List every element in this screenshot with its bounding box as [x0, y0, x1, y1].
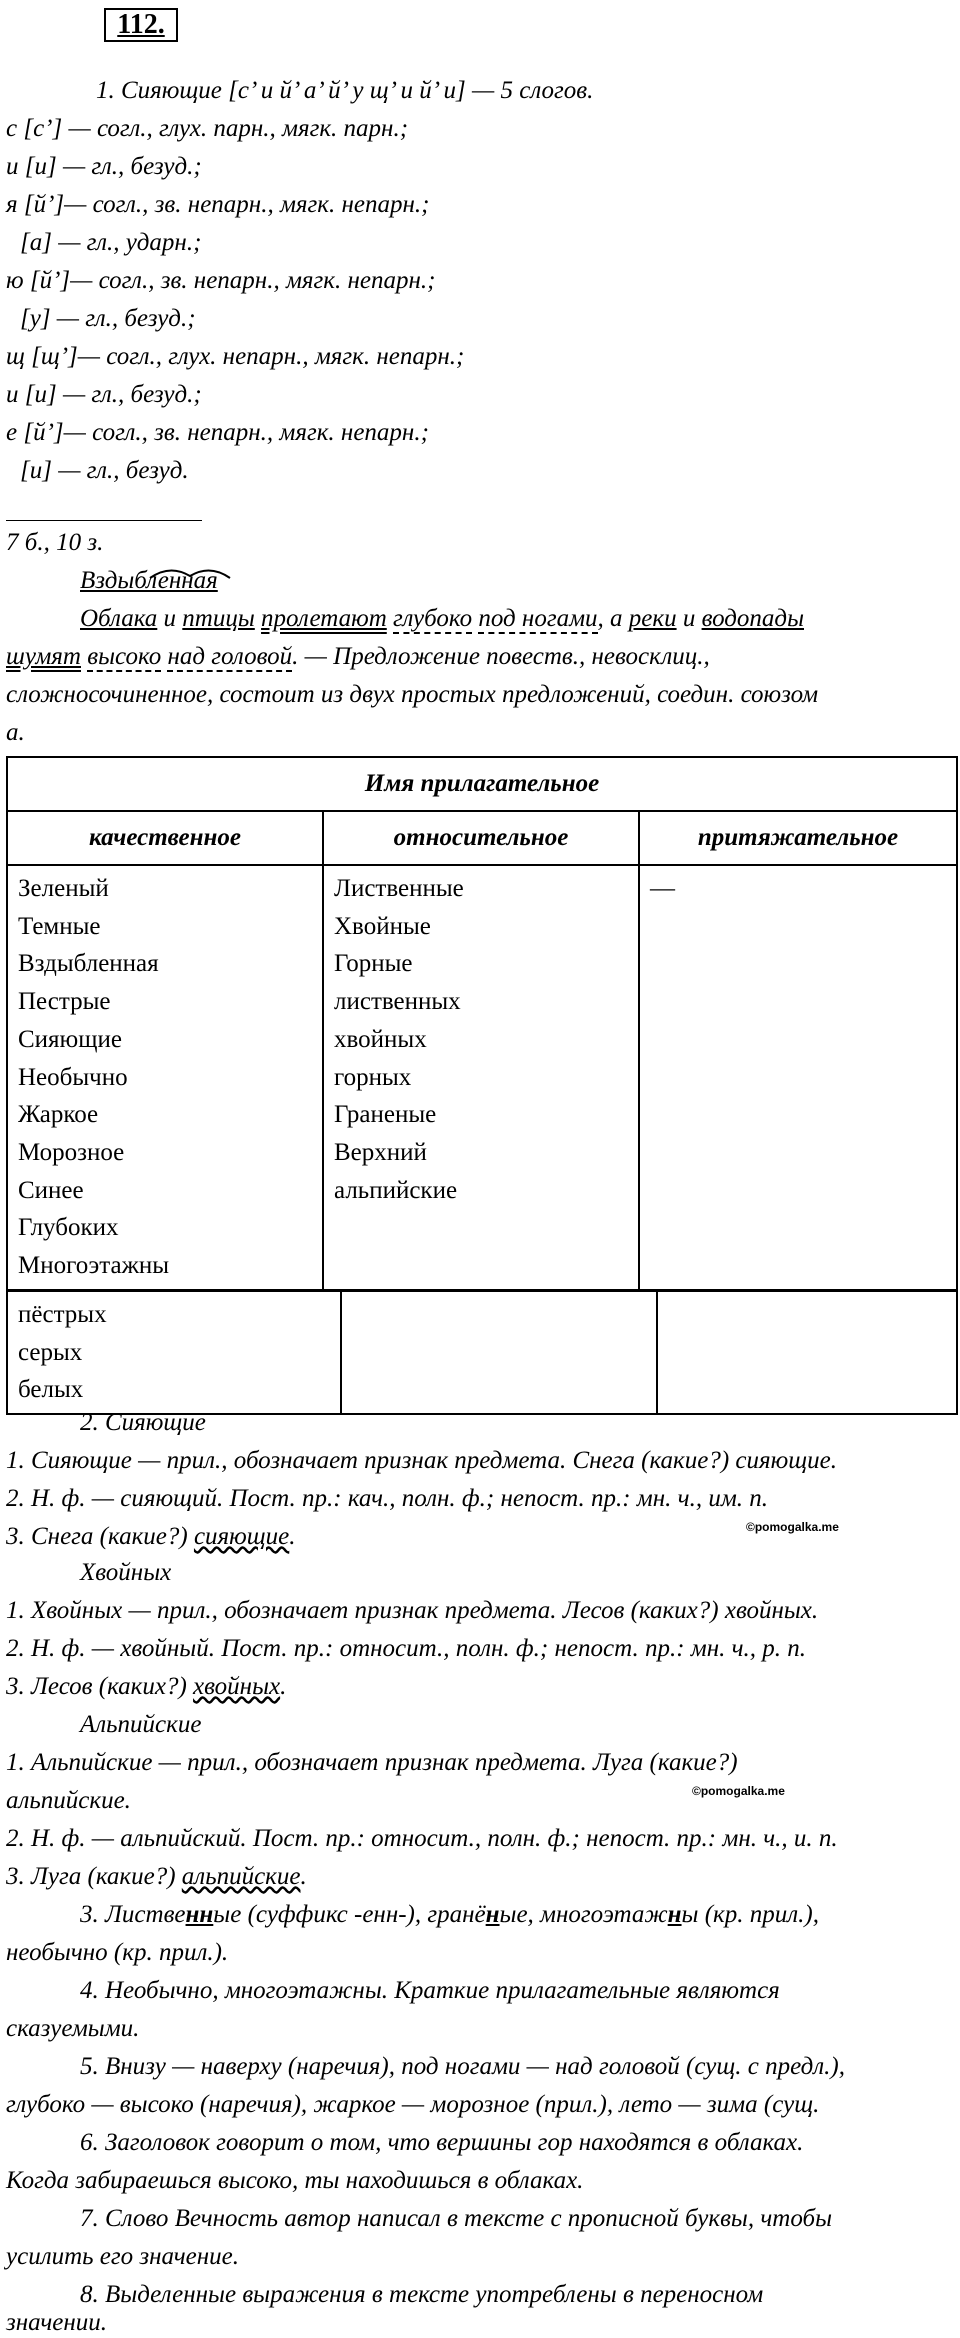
list-item: Граненые [334, 1101, 437, 1129]
sound-line: я [й’]— согл., зв. непарн., мягк. непарн.; [6, 191, 430, 218]
column-header: относительное [323, 811, 639, 865]
empty-cell [657, 1291, 957, 1414]
list-item: Глубоких [18, 1214, 119, 1242]
part2-head: Хвойных [80, 1559, 172, 1586]
answer-line: 5. Внизу — наверху (наречия), под ногами — над головой (сущ. с предл.), [80, 2053, 845, 2080]
possessive-column [639, 865, 957, 1290]
list-item: Темные [18, 912, 101, 940]
task-number: 112. [104, 8, 178, 42]
list-item: пёстрых [18, 1301, 107, 1328]
part2-line: 3. Луга (какие?) альпийские. [6, 1863, 307, 1890]
list-item: Вздыбленная [18, 950, 159, 978]
sentence-line-3: сложносочиненное, состоит из двух простых предложений, соедин. союзом [6, 681, 819, 708]
part2-line: 2. Н. ф. — сияющий. Пост. пр.: кач., полн. ф.; непост. пр.: мн. ч., им. п. [6, 1485, 769, 1512]
sound-line: [а] — гл., ударн.; [20, 229, 202, 256]
list-item: Горные [334, 950, 413, 978]
sentence-line-2: шумят высоко над головой. — Предложение повеств., невосклиц., [6, 643, 710, 670]
list-item: Сияющие [18, 1025, 122, 1053]
column-header: качественное [7, 811, 323, 865]
list-item: горных [334, 1063, 412, 1091]
adjective-table [6, 756, 958, 1291]
answer-line: Когда забираешься высоко, ты находишься в облаках. [6, 2167, 584, 2194]
watermark: ©pomogalka.me [746, 1520, 839, 1534]
answer-line: 7. Слово Вечность автор написал в тексте с прописной буквы, чтобы [80, 2205, 833, 2232]
part2-head: Альпийские [80, 1711, 202, 1738]
list-item: Необычно [18, 1063, 128, 1091]
list-item: серых [18, 1338, 83, 1366]
extra-table [6, 1290, 958, 1415]
relative-column [323, 865, 639, 1290]
sound-line: и [и] — гл., безуд.; [6, 153, 202, 180]
part2-line: 2. Н. ф. — альпийский. Пост. пр.: относит., полн. ф.; непост. пр.: мн. ч., и. п. [6, 1825, 838, 1852]
word-parse: Вздыбленная [80, 567, 218, 594]
part2-head: 2. Сияющие [80, 1409, 206, 1436]
sentence-line-4: а. [6, 719, 25, 746]
part2-line: 1. Хвойных — прил., обозначает признак предмета. Лесов (каких?) хвойных. [6, 1597, 819, 1624]
list-item: Многоэтажны [18, 1252, 170, 1280]
part2-line: 3. Снега (какие?) сияющие. [6, 1523, 296, 1550]
list-item: белых [18, 1376, 84, 1404]
list-item: Синее [18, 1176, 84, 1204]
sound-line: с [с’] — согл., глух. парн., мягк. парн.; [6, 115, 409, 142]
list-item: альпийские [334, 1176, 458, 1204]
part2-line: альпийские. [6, 1787, 131, 1814]
sentence-line-1: Облака и птицы пролетают глубоко под ногами, а реки и водопады [80, 605, 804, 632]
qualitative-column [7, 865, 323, 1290]
list-item: Верхний [334, 1138, 427, 1166]
sound-line: щ [щ’]— согл., глух. непарн., мягк. непарн.; [6, 343, 465, 370]
part2-line: 2. Н. ф. — хвойный. Пост. пр.: относит., полн. ф.; непост. пр.: мн. ч., р. п. [6, 1635, 807, 1662]
answer-line: сказуемыми. [6, 2015, 140, 2042]
sound-line: и [и] — гл., безуд.; [6, 381, 202, 408]
intro-line: 1. Сияющие [с’ и й’ а’ й’ у щ’ и й’ и] — 5 слогов. [96, 77, 594, 104]
watermark: ©pomogalka.me [692, 1784, 785, 1798]
extra-column [7, 1291, 341, 1414]
list-item: — [650, 875, 675, 902]
answer-line: 8. Выделенные выражения в тексте употреблены в переносном [80, 2281, 764, 2308]
list-item: Зеленый [18, 875, 109, 902]
list-item: Морозное [18, 1138, 125, 1166]
list-item: Хвойные [334, 912, 431, 940]
separator [6, 520, 202, 521]
list-item: хвойных [334, 1025, 427, 1053]
answer-line: 6. Заголовок говорит о том, что вершины гор находятся в облаках. [80, 2129, 804, 2156]
empty-cell [341, 1291, 657, 1414]
sound-line: [у] — гл., безуд.; [20, 305, 196, 332]
part2-line: 3. Лесов (каких?) хвойных. [6, 1673, 287, 1700]
list-item: Жаркое [18, 1101, 99, 1129]
sound-line: [и] — гл., безуд. [20, 457, 189, 484]
part3-line: 3. Лиственные (суффикс -енн-), гранёные, многоэтажны (кр. прил.), [80, 1901, 819, 1928]
table-title: Имя прилагательное [7, 757, 957, 811]
answer-line: 4. Необычно, многоэтажны. Краткие прилагательные являются [80, 1977, 780, 2004]
column-header: притяжательное [639, 811, 957, 865]
list-item: Лиственные [334, 875, 464, 902]
sound-line: е [й’]— согл., зв. непарн., мягк. непарн.; [6, 419, 429, 446]
suffix-arc-icon [148, 562, 248, 582]
answer-line: глубоко — высоко (наречия), жаркое — морозное (прил.), лето — зима (сущ. [6, 2091, 820, 2118]
list-item: Пестрые [18, 988, 111, 1016]
count-line: 7 б., 10 з. [6, 529, 104, 556]
answer-line: усилить его значение. [6, 2243, 239, 2270]
part2-line: 1. Альпийские — прил., обозначает признак предмета. Луга (какие?) [6, 1749, 738, 1776]
part3-line: необычно (кр. прил.). [6, 1939, 229, 1966]
answer-line: значении. [6, 2309, 108, 2336]
sound-line: ю [й’]— согл., зв. непарн., мягк. непарн.; [6, 267, 436, 294]
part2-line: 1. Сияющие — прил., обозначает признак предмета. Снега (какие?) сияющие. [6, 1447, 837, 1474]
list-item: лиственных [334, 988, 461, 1016]
